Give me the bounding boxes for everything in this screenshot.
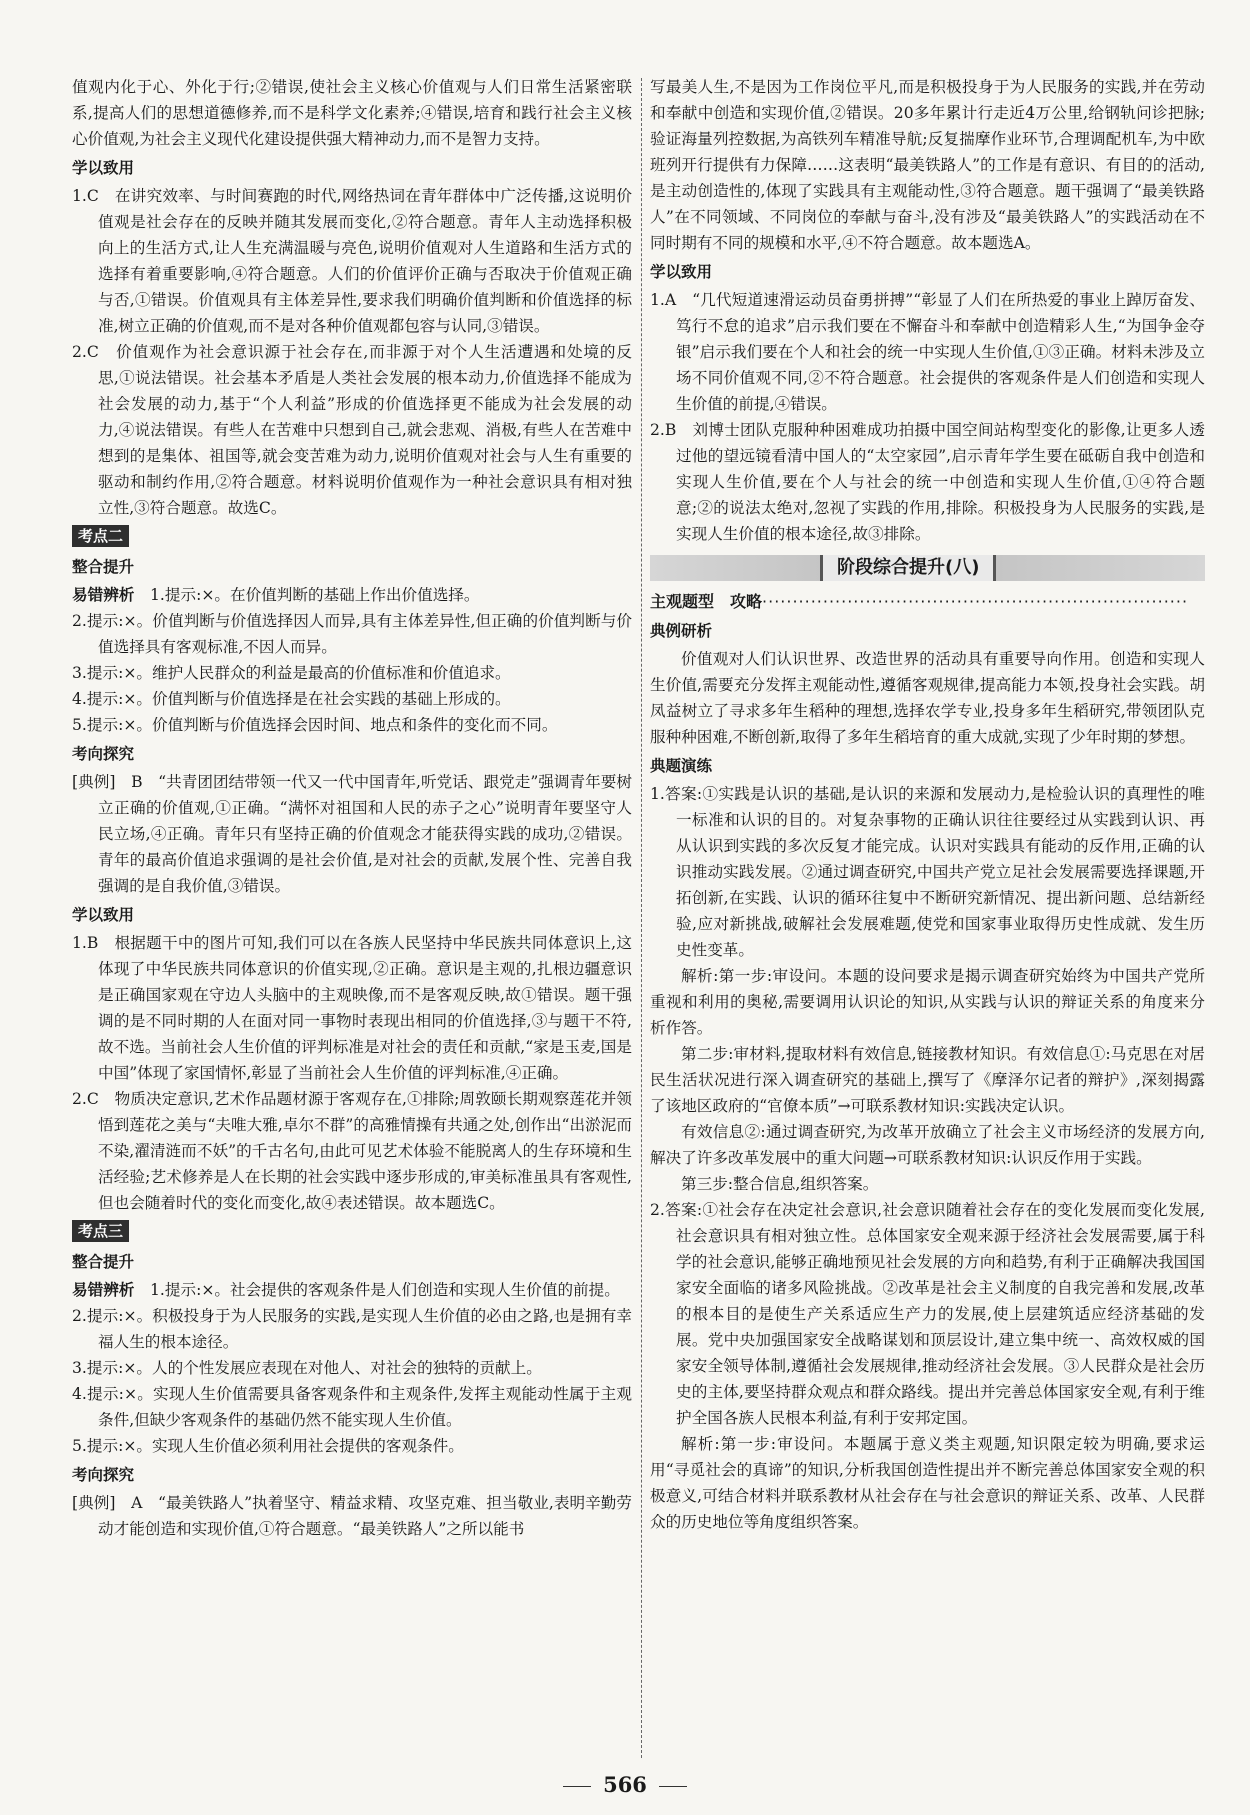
- answer-item: 1.C 在讲究效率、与时间赛跑的时代,网络热词在青年群体中广泛传播,这说明价值观是社会存在的反映并随其发展而变化,②符合题意。青年人主动选择积极向上的生活方式,让人生充满温暖与亮色,说明价值观对人生道路和生活方式的选择有着重要影响,④符合题意。人们的价值评价正确与否取决于价值观正确与否,①错误。价值观具有主体差异性,要求我们明确价值判断和价值选择的标准,树立正确的价值观,而不是对各种价值观都包容与认同,③错误。: [72, 187, 632, 335]
- answer-item: 1.B 根据题干中的图片可知,我们可以在各族人民坚持中华民族共同体意识上,这体现了中华民族共同体意识的价值实现,②正确。意识是主观的,扎根边疆意识是正确国家观在守边人头脑中的主观映像,而不是客观反映,故①错误。题干强调的是不同时期的人在面对同一事物时表现出相同的价值选择,③与题干不符,故不选。当前社会人生价值的评判标准是对社会的责任和贡献,“家是玉麦,国是中国”体现了家国情怀,彰显了当前社会人生价值的评判标准,④正确。: [72, 934, 632, 1082]
- section-heading: 典例研析: [650, 622, 713, 640]
- sub-label: 易错辨析: [72, 1281, 135, 1299]
- example-item: [典例] B “共青团团结带领一代又一代中国青年,听党话、跟党走”强调青年要树立正确的价值观,①正确。“满怀对祖国和人民的赤子之心”说明青年要坚守人民立场,④正确。青年只有坚持正确的价值观念才能获得实践的成功,②错误。青年的最高价值追求强调的是社会价值,是对社会的贡献,发展个性、完善自我强调的是自我价值,③错误。: [72, 773, 632, 895]
- banner-title: 阶段综合提升(八): [820, 555, 996, 581]
- example-item: [典例] A “最美铁路人”执着坚守、精益求精、攻坚克难、担当敬业,表明辛勤劳动才能创造和实现价值,①符合题意。“最美铁路人”之所以能书: [72, 1494, 632, 1538]
- paragraph: 价值观对人们认识世界、改造世界的活动具有重要导向作用。创造和实现人生价值,需要充分发挥主观能动性,遵循客观规律,提高能力本领,投身社会实践。胡凤益树立了寻求多年生稻种的理想,选择农学专业,投身多年生稻研究,带领团队克服种种困难,不断创新,取得了多年生稻培育的重大成就,实现了少年时期的梦想。: [650, 650, 1205, 746]
- tip-item: 1.提示:×。社会提供的客观条件是人们创造和实现人生价值的前提。: [150, 1281, 620, 1299]
- subjective-title: 主观题型 攻略: [650, 592, 763, 611]
- answer-item: 2.B 刘博士团队克服种种困难成功拍摄中国空间站构型变化的影像,让更多人透过他的望远镜看清中国人的“太空家园”,启示青年学生要在砥砺自我中创造和实现人生价值,要在个人与社会的统一中创造和实现人生价值,①④符合题意;②的说法太绝对,忽视了实践的作用,排除。积极投身为人民服务的实践,是实现人生价值的根本途径,故③排除。: [650, 421, 1205, 543]
- section-heading: 整合提升: [72, 558, 135, 576]
- answer-item: 1.A “几代短道速滑运动员奋勇拼搏”“彰显了人们在所热爱的事业上踔厉奋发、笃行不怠的追求”启示我们要在不懈奋斗和奉献中创造精彩人生,“为国争金夺银”启示我们要在个人和社会的统一中实现人生价值,①③正确。材料未涉及立场不同价值观不同,②不符合题意。社会提供的客观条件是人们创造和实现人生价值的前提,④错误。: [650, 291, 1205, 413]
- paragraph: 值观内化于心、外化于行;②错误,使社会主义核心价值观与人们日常生活紧密联系,提高人们的思想道德修养,而不是科学文化素养;④错误,培育和践行社会主义核心价值观,为社会主义现代化建设提供强大精神动力,而不是智力支持。: [72, 78, 632, 148]
- analysis-paragraph: 解析:第一步:审设问。本题属于意义类主观题,知识限定较为明确,要求运用“寻觅社会的真谛”的知识,分析我国创造性提出并不断完善总体国家安全观的积极意义,可结合材料并联系教材从社会存在与社会意识的辩证关系、改革、人民群众的历史地位等角度组织答案。: [650, 1435, 1205, 1531]
- page-number-dash: [563, 1786, 591, 1787]
- tip-item: 3.提示:×。人的个性发展应表现在对他人、对社会的独特的贡献上。: [72, 1359, 542, 1377]
- paragraph: 写最美人生,不是因为工作岗位平凡,而是积极投身于为人民服务的实践,并在劳动和奉献中创造和实现价值,②错误。20多年累计行走近4万公里,给钢轨问诊把脉;验证海量列控数据,为高铁列车精准导航;反复揣摩作业环节,合理调配机车,为中欧班列开行提供有力保障……这表明“最美铁路人”的工作是有意识、有目的的活动,是主动创造性的,体现了实践具有主观能动性,③符合题意。题干强调了“最美铁路人”在不同领域、不同岗位的奉献与奋斗,没有涉及“最美铁路人”的实践活动在不同时期有不同的规模和水平,④不符合题意。故本题选A。: [650, 78, 1205, 252]
- dotted-leader: ······································································: [762, 592, 1189, 611]
- analysis-paragraph: 解析:第一步:审设问。本题的设问要求是揭示调查研究始终为中国共产党所重视和利用的奥秘,需要调用认识论的知识,从实践与认识的辩证关系的角度来分析作答。: [650, 967, 1205, 1037]
- column-divider: [641, 78, 642, 1758]
- tip-item: 2.提示:×。价值判断与价值选择因人而异,具有主体差异性,但正确的价值判断与价值选择具有客观标准,不因人而异。: [72, 612, 632, 656]
- stage-banner: [650, 555, 1205, 581]
- tip-item: 4.提示:×。实现人生价值需要具备客观条件和主观条件,发挥主观能动性属于主观条件,但缺少客观条件的基础仍然不能实现人生价值。: [72, 1385, 632, 1429]
- page-number: [0, 1772, 1250, 1797]
- answer-item: 2.答案:①社会存在决定社会意识,社会意识随着社会存在的变化发展而变化发展,社会意识具有相对独立性。总体国家安全观来源于经济社会发展需要,属于科学的社会意识,能够正确地预见社会发展的方向和趋势,有利于正确解决我国国家安全面临的诸多风险挑战。②改革是社会主义制度的自我完善和发展,改革的根本目的是使生产关系适应生产力的发展,使上层建筑适应经济基础的发展。党中央加强国家安全战略谋划和顶层设计,建立集中统一、高效权威的国家安全领导体制,遵循社会发展规律,推动经济社会发展。③人民群众是社会历史的主体,要坚持群众观点和群众路线。提出并完善总体国家安全观,有利于维护全国各族人民根本利益,有利于安邦定国。: [650, 1201, 1205, 1427]
- subjective-heading: [650, 589, 1205, 615]
- right-column: [650, 74, 1205, 1535]
- answer-item: 1.答案:①实践是认识的基础,是认识的来源和发展动力,是检验认识的真理性的唯一标准和认识的目的。对复杂事物的正确认识往往要经过从实践到认识、再从认识到实践的多次反复才能完成。认识对实践具有能动的反作用,正确的认识推动实践发展。②通过调查研究,中国共产党立足社会发展需要选择课题,开拓创新,在实践、认识的循环往复中不断研究新情况、提出新问题、总结新经验,应对新挑战,破解社会发展难题,使党和国家事业取得历史性成就、发生历史性变革。: [650, 785, 1205, 959]
- tip-item: 4.提示:×。价值判断与价值选择是在社会实践的基础上形成的。: [72, 690, 511, 708]
- tip-item: 1.提示:×。在价值判断的基础上作出价值选择。: [150, 586, 480, 604]
- answer-item: 2.C 价值观作为社会意识源于社会存在,而非源于对个人生活遭遇和处境的反思,①说法错误。社会基本矛盾是人类社会发展的根本动力,价值选择不能成为社会发展的动力,基于“个人利益”形成的价值选择更不能成为社会发展的动力,④说法错误。有些人在苦难中只想到自己,就会悲观、消极,有些人在苦难中想到的是集体、祖国等,就会变苦难为动力,说明价值观对社会与人生有重要的驱动和制约作用,②符合题意。材料说明价值观作为一种社会意识具有相对独立性,③符合题意。故选C。: [72, 343, 632, 517]
- topic-tag: 考点三: [72, 1220, 129, 1242]
- analysis-paragraph: 第二步:审材料,提取材料有效信息,链接教材知识。有效信息①:马克思在对居民生活状况进行深入调查研究的基础上,撰写了《摩泽尔记者的辩护》,深刻揭露了该地区政府的“官僚本质”→可联系教材知识:实践决定认识。: [650, 1045, 1205, 1115]
- page-number-dash: [659, 1786, 687, 1787]
- page-number-text: 566: [603, 1772, 647, 1797]
- section-heading: 典题演练: [650, 757, 713, 775]
- tip-item: 5.提示:×。价值判断与价值选择会因时间、地点和条件的变化而不同。: [72, 716, 558, 734]
- section-heading: 学以致用: [72, 906, 135, 924]
- section-heading: 学以致用: [650, 263, 713, 281]
- sub-label: 易错辨析: [72, 586, 135, 604]
- section-heading: 整合提升: [72, 1253, 135, 1271]
- tip-item: 5.提示:×。实现人生价值必须利用社会提供的客观条件。: [72, 1437, 464, 1455]
- section-heading: 学以致用: [72, 159, 135, 177]
- section-heading: 考向探究: [72, 745, 135, 763]
- analysis-paragraph: 第三步:整合信息,组织答案。: [681, 1175, 879, 1193]
- left-column: [72, 74, 632, 1542]
- analysis-paragraph: 有效信息②:通过调查研究,为改革开放确立了社会主义市场经济的发展方向,解决了许多改革发展中的重大问题→可联系教材知识:认识反作用于实践。: [650, 1123, 1205, 1167]
- tip-item: 3.提示:×。维护人民群众的利益是最高的价值标准和价值追求。: [72, 664, 511, 682]
- topic-tag: 考点二: [72, 525, 129, 547]
- answer-item: 2.C 物质决定意识,艺术作品题材源于客观存在,①排除;周敦颐长期观察莲花并领悟到莲花之美与“夫唯大雅,卓尔不群”的高雅情操有共通之处,创作出“出淤泥而不染,濯清涟而不妖”的千古名句,由此可见艺术体验不能脱离人的生存环境和生活经验;艺术修养是人在长期的社会实践中逐步形成的,审美标准虽具有客观性,但也会随着时代的变化而变化,故④表述错误。故本题选C。: [72, 1090, 632, 1212]
- tip-item: 2.提示:×。积极投身于为人民服务的实践,是实现人生价值的必由之路,也是拥有幸福人生的根本途径。: [72, 1307, 632, 1351]
- section-heading: 考向探究: [72, 1466, 135, 1484]
